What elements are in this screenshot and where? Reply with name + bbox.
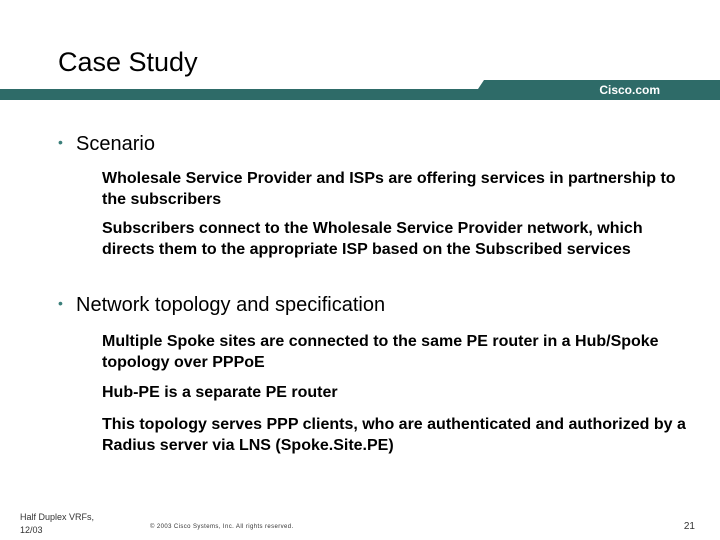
footer-session-title: Half Duplex VRFs, [20,512,95,522]
footer-session-date: 12/03 [20,525,43,535]
brand-logo-text: Cisco.com [599,83,660,97]
bullet-heading: Scenario [76,133,155,155]
bullet-heading: Network topology and specification [76,294,386,316]
sub-item: This topology serves PPP clients, who are authenticated and authorized by a Radius server via LNS (Spoke.Site.PE) [102,416,686,454]
bullet-network-topology [58,294,385,317]
slide-title: Case Study [58,47,198,77]
footer-session-info [20,511,94,537]
bullet-dot-icon: • [58,295,63,311]
sub-item: Hub-PE is a separate PE router [102,384,338,401]
bullet-dot-icon: • [58,134,63,150]
bullet-scenario [58,133,155,156]
footer-copyright: © 2003 Cisco Systems, Inc. All rights reserved. [150,524,294,530]
sub-item: Multiple Spoke sites are connected to the same PE router in a Hub/Spoke topology over PPPoE [102,333,659,371]
page-number: 21 [683,521,695,532]
sub-item: Wholesale Service Provider and ISPs are offering services in partnership to the subscribers [102,170,676,208]
sub-item: Subscribers connect to the Wholesale Service Provider network, which directs them to the appropriate ISP based on the Subscribed services [102,220,643,258]
